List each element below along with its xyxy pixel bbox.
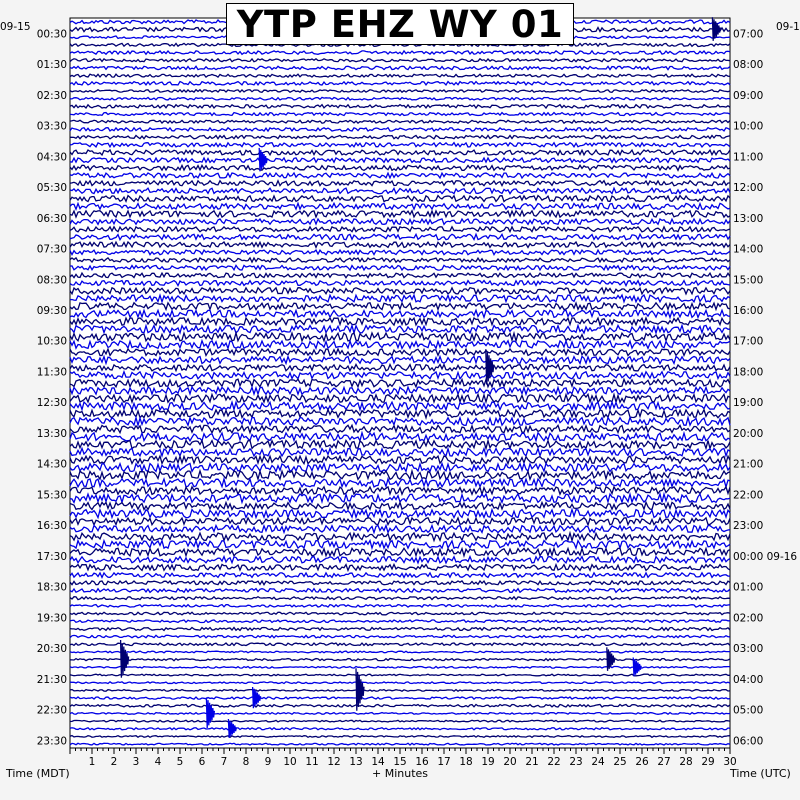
left-time-tick-label: 00:30 [36,28,67,41]
left-time-tick-label: 01:30 [36,59,67,72]
right-time-axis [733,28,797,747]
minute-tick-label: 25 [613,756,627,768]
right-time-tick-label: 08:00 [733,59,764,72]
minute-tick-label: 23 [569,756,583,768]
right-time-tick-label: 11:00 [733,151,764,164]
minute-tick-label: 21 [525,756,539,768]
left-time-tick-label: 17:30 [36,550,67,563]
right-time-tick-label: 19:00 [733,397,764,410]
minute-tick-label: 3 [132,756,140,768]
right-time-tick-label: 13:00 [733,212,764,225]
right-time-tick-label: 15:00 [733,274,764,287]
minute-tick-label: 5 [176,756,184,768]
minute-tick-label: 8 [242,756,250,768]
right-time-tick-label: 14:00 [733,243,764,256]
minute-tick-label: 12 [327,756,341,768]
left-time-tick-label: 15:30 [36,489,67,502]
minute-tick-label: 2 [110,756,118,768]
right-time-tick-label: 17:00 [733,335,764,348]
left-time-tick-label: 11:30 [36,366,67,379]
left-time-tick-label: 16:30 [36,520,67,533]
right-axis-label: Time (UTC) [730,767,791,780]
minute-tick-label: 19 [481,756,495,768]
right-time-tick-label: 16:00 [733,305,764,317]
minute-tick-label: 6 [198,756,206,768]
left-time-tick-label: 19:30 [36,612,67,625]
minute-tick-label: 26 [635,756,649,768]
left-time-tick-label: 06:30 [36,212,67,225]
minute-tick-label: 28 [679,756,693,768]
left-time-tick-label: 07:30 [36,243,67,256]
minute-tick-label: 17 [437,756,451,768]
left-time-tick-label: 21:30 [36,673,67,686]
minute-tick-label: 18 [459,756,473,768]
minute-tick-label: 24 [591,756,605,768]
left-axis-label: Time (MDT) [6,767,70,780]
minute-tick-label: 29 [701,756,715,768]
minute-tick-label: 15 [393,756,407,768]
right-time-tick-label: 12:00 [733,182,764,195]
right-time-tick-label: 07:00 [733,28,764,41]
right-time-tick-label: 02:00 [733,612,764,625]
right-time-tick-label: 00:00 09-16 [733,550,798,563]
minute-tick-label: 1 [88,756,96,768]
right-time-tick-label: 18:00 [733,366,764,379]
right-time-tick-label: 10:00 [733,120,764,133]
left-time-tick-label: 05:30 [36,182,67,195]
right-time-tick-label: 20:00 [733,427,764,440]
left-time-tick-label: 13:30 [36,427,67,440]
right-time-tick-label: 04:00 [733,673,764,686]
right-time-tick-label: 05:00 [733,704,764,717]
left-date-label: 09-15 [0,21,31,33]
minute-tick-label: 7 [220,756,228,768]
left-time-axis [37,28,67,747]
left-time-tick-label: 09:30 [36,305,67,317]
left-time-tick-label: 23:30 [36,735,67,748]
minute-tick-label: 10 [283,756,297,768]
minute-tick-label: 11 [305,756,319,768]
right-time-tick-label: 06:00 [733,735,764,748]
minute-tick-label: 27 [657,756,671,768]
minute-tick-label: 13 [349,756,363,768]
right-time-tick-label: 03:00 [733,643,764,656]
chart-title-box [226,3,574,45]
minute-tick-label: 4 [154,756,162,768]
left-time-tick-label: 14:30 [36,458,67,471]
minutes-axis [70,748,737,768]
left-time-tick-label: 02:30 [36,89,67,102]
left-time-tick-label: 10:30 [36,335,67,348]
minute-tick-label: 20 [503,756,517,768]
right-time-tick-label: 09:00 [733,89,764,102]
right-time-tick-label: 23:00 [733,520,764,533]
right-time-tick-label: 21:00 [733,458,764,471]
minute-tick-label: 14 [371,756,385,768]
left-time-tick-label: 04:30 [36,151,67,164]
minute-tick-label: 9 [264,756,272,768]
minute-tick-label: 30 [723,756,737,768]
x-axis-label: + Minutes [372,767,429,780]
left-time-tick-label: 18:30 [36,581,67,594]
minute-tick-label: 22 [547,756,561,768]
left-time-tick-label: 22:30 [36,704,67,717]
chart-title: YTP EHZ WY 01 [236,2,564,46]
minute-tick-label: 16 [415,756,429,768]
left-time-tick-label: 08:30 [36,274,67,287]
right-time-tick-label: 01:00 [733,581,764,594]
left-time-tick-label: 03:30 [36,120,67,133]
right-date-label: 09-1 [776,21,800,33]
left-time-tick-label: 20:30 [36,643,67,656]
left-time-tick-label: 12:30 [36,397,67,410]
right-time-tick-label: 22:00 [733,489,764,502]
